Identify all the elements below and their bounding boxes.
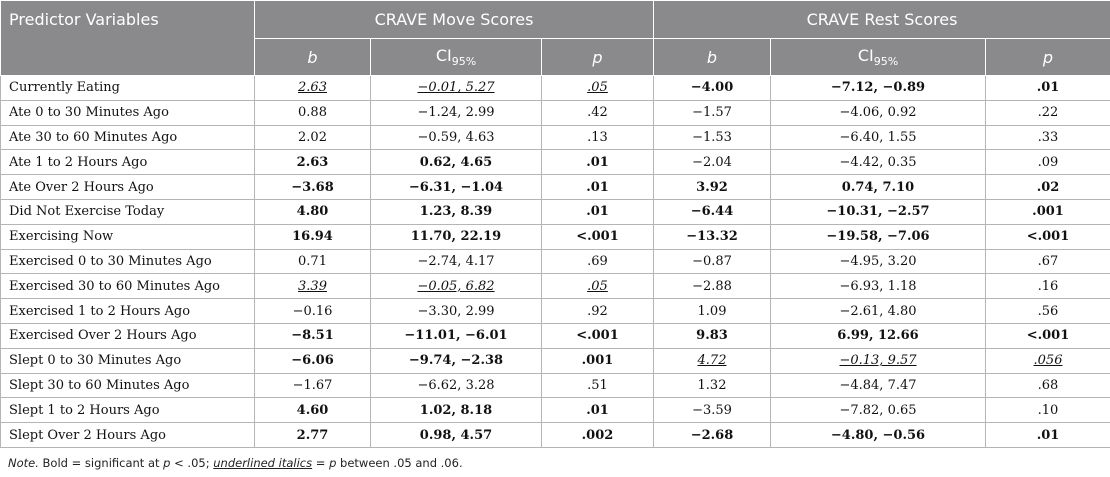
move-ci-cell [371, 274, 542, 299]
rest-ci-cell: −6.40, 1.55 [771, 125, 986, 150]
rest-p-cell: .56 [986, 299, 1110, 324]
rest-b-cell: −4.00 [654, 76, 771, 101]
rest-p-cell: .33 [986, 125, 1110, 150]
table-row [1, 249, 1110, 274]
row-label: Exercising Now [1, 224, 255, 249]
rest-b-cell: −6.44 [654, 199, 771, 224]
rest-p-cell: .001 [986, 199, 1110, 224]
cell-value: 3.39 [298, 278, 327, 294]
move-p-cell [542, 76, 654, 101]
table-row [1, 100, 1110, 125]
rest-ci-cell [771, 348, 986, 373]
row-label: Exercised 30 to 60 Minutes Ago [1, 274, 255, 299]
move-b-cell: −3.68 [255, 175, 371, 200]
rest-p-cell: .01 [986, 76, 1110, 101]
move-b-cell [255, 274, 371, 299]
row-label: Exercised Over 2 Hours Ago [1, 323, 255, 348]
table-row [1, 224, 1110, 249]
rest-b-cell: −2.68 [654, 423, 771, 448]
row-label: Exercised 1 to 2 Hours Ago [1, 299, 255, 324]
move-p-cell: .01 [542, 398, 654, 423]
move-p-cell: <.001 [542, 323, 654, 348]
row-label: Ate 1 to 2 Hours Ago [1, 150, 255, 175]
predictor-header: Predictor Variables [1, 1, 255, 76]
move-b-cell: 2.77 [255, 423, 371, 448]
rest-p-cell: .67 [986, 249, 1110, 274]
table-note [8, 456, 463, 470]
rest-p-cell: <.001 [986, 224, 1110, 249]
move-p-cell: .01 [542, 199, 654, 224]
row-label: Slept 30 to 60 Minutes Ago [1, 373, 255, 398]
rest-b-cell: −1.57 [654, 100, 771, 125]
ci-label: CI [857, 46, 874, 65]
rest-b-cell: 1.09 [654, 299, 771, 324]
rest-ci-cell: −4.84, 7.47 [771, 373, 986, 398]
rest-ci-cell: 0.74, 7.10 [771, 175, 986, 200]
move-ci-cell: 1.23, 8.39 [371, 199, 542, 224]
rest-b-cell: 1.32 [654, 373, 771, 398]
rest-ci-cell: 6.99, 12.66 [771, 323, 986, 348]
table-row [1, 299, 1110, 324]
rest-p-cell: .68 [986, 373, 1110, 398]
move-p-cell: .01 [542, 175, 654, 200]
row-label: Currently Eating [1, 76, 255, 101]
row-label: Slept 1 to 2 Hours Ago [1, 398, 255, 423]
rest-p-cell: .10 [986, 398, 1110, 423]
table-row [1, 125, 1110, 150]
rest-ci-header [771, 39, 986, 76]
cell-value: .05 [587, 278, 608, 294]
rest-b-cell: 3.92 [654, 175, 771, 200]
move-ci-cell: 0.62, 4.65 [371, 150, 542, 175]
rest-b-cell: −3.59 [654, 398, 771, 423]
move-b-cell: 2.63 [255, 150, 371, 175]
cell-value: .056 [1033, 353, 1063, 369]
table-row [1, 274, 1110, 299]
move-b-cell: 4.60 [255, 398, 371, 423]
move-p-cell: .51 [542, 373, 654, 398]
ci-label: CI [435, 46, 452, 65]
rest-scores-header: CRAVE Rest Scores [654, 1, 1110, 39]
move-ci-cell: 1.02, 8.18 [371, 398, 542, 423]
rest-p-cell: .16 [986, 274, 1110, 299]
rest-p-cell: .22 [986, 100, 1110, 125]
row-label: Ate 30 to 60 Minutes Ago [1, 125, 255, 150]
move-ci-header [371, 39, 542, 76]
move-b-cell: 2.02 [255, 125, 371, 150]
row-label: Ate Over 2 Hours Ago [1, 175, 255, 200]
rest-p-cell: .01 [986, 423, 1110, 448]
table-header [1, 1, 1110, 76]
move-p-cell: .69 [542, 249, 654, 274]
move-b-cell: 4.80 [255, 199, 371, 224]
move-ci-cell: −0.59, 4.63 [371, 125, 542, 150]
move-p-cell: .13 [542, 125, 654, 150]
note-p-symbol-2: p [329, 456, 337, 470]
move-p-cell: <.001 [542, 224, 654, 249]
move-p-cell: .01 [542, 150, 654, 175]
rest-ci-cell: −4.95, 3.20 [771, 249, 986, 274]
cell-value: −0.13, 9.57 [839, 353, 917, 369]
rest-ci-cell: −10.31, −2.57 [771, 199, 986, 224]
rest-b-cell: −2.04 [654, 150, 771, 175]
move-p-cell [542, 274, 654, 299]
move-ci-cell [371, 76, 542, 101]
table-row [1, 398, 1110, 423]
rest-p-header: p [986, 39, 1110, 76]
rest-b-cell: −13.32 [654, 224, 771, 249]
table-row [1, 199, 1110, 224]
rest-ci-cell: −4.06, 0.92 [771, 100, 986, 125]
rest-ci-cell: −4.80, −0.56 [771, 423, 986, 448]
note-prefix: Note. [8, 456, 39, 470]
move-ci-cell: 0.98, 4.57 [371, 423, 542, 448]
move-ci-cell: −11.01, −6.01 [371, 323, 542, 348]
rest-ci-cell: −4.42, 0.35 [771, 150, 986, 175]
move-ci-cell: 11.70, 22.19 [371, 224, 542, 249]
move-scores-header: CRAVE Move Scores [255, 1, 654, 39]
row-label: Did Not Exercise Today [1, 199, 255, 224]
cell-value: −0.05, 6.82 [417, 278, 495, 294]
table-row [1, 348, 1110, 373]
table-row [1, 175, 1110, 200]
note-underline-text: underlined italics [213, 456, 313, 470]
move-b-header: b [255, 39, 371, 76]
rest-p-cell: .09 [986, 150, 1110, 175]
rest-ci-cell: −19.58, −7.06 [771, 224, 986, 249]
move-p-cell: .002 [542, 423, 654, 448]
cell-value: .05 [587, 80, 608, 96]
rest-ci-cell: −2.61, 4.80 [771, 299, 986, 324]
table-row [1, 423, 1110, 448]
cell-value: −0.01, 5.27 [417, 80, 495, 96]
move-b-cell: 0.71 [255, 249, 371, 274]
ci-subscript: 95% [451, 55, 477, 68]
move-b-cell [255, 76, 371, 101]
table-row [1, 150, 1110, 175]
ci-subscript: 95% [873, 55, 899, 68]
row-label: Slept Over 2 Hours Ago [1, 423, 255, 448]
rest-b-cell: −0.87 [654, 249, 771, 274]
note-between-rest: between .05 and .06. [336, 456, 463, 470]
move-ci-cell: −3.30, 2.99 [371, 299, 542, 324]
move-b-cell: −0.16 [255, 299, 371, 324]
rest-b-header: b [654, 39, 771, 76]
move-b-cell: −6.06 [255, 348, 371, 373]
table-body [1, 76, 1110, 448]
move-ci-cell: −1.24, 2.99 [371, 100, 542, 125]
move-ci-cell: −2.74, 4.17 [371, 249, 542, 274]
rest-b-cell: 9.83 [654, 323, 771, 348]
move-b-cell: −1.67 [255, 373, 371, 398]
move-p-header: p [542, 39, 654, 76]
move-p-cell: .42 [542, 100, 654, 125]
move-p-cell: .001 [542, 348, 654, 373]
rest-ci-cell: −7.82, 0.65 [771, 398, 986, 423]
note-p-symbol: p [163, 456, 171, 470]
table-row [1, 373, 1110, 398]
table-row [1, 76, 1110, 101]
rest-p-cell: .02 [986, 175, 1110, 200]
note-bold-text: Bold = significant at [38, 456, 164, 470]
move-b-cell: −8.51 [255, 323, 371, 348]
rest-b-cell [654, 348, 771, 373]
move-b-cell: 0.88 [255, 100, 371, 125]
rest-ci-cell: −7.12, −0.89 [771, 76, 986, 101]
row-label: Exercised 0 to 30 Minutes Ago [1, 249, 255, 274]
rest-p-cell [986, 348, 1110, 373]
rest-b-cell: −1.53 [654, 125, 771, 150]
row-label: Slept 0 to 30 Minutes Ago [1, 348, 255, 373]
move-p-cell: .92 [542, 299, 654, 324]
cell-value: 4.72 [697, 353, 727, 369]
note-threshold: < .05; [170, 456, 214, 470]
cell-value: 2.63 [298, 80, 327, 96]
rest-b-cell: −2.88 [654, 274, 771, 299]
move-ci-cell: −6.62, 3.28 [371, 373, 542, 398]
move-b-cell: 16.94 [255, 224, 371, 249]
move-ci-cell: −6.31, −1.04 [371, 175, 542, 200]
row-label: Ate 0 to 30 Minutes Ago [1, 100, 255, 125]
move-ci-cell: −9.74, −2.38 [371, 348, 542, 373]
note-between: = [312, 456, 330, 470]
rest-ci-cell: −6.93, 1.18 [771, 274, 986, 299]
rest-p-cell: <.001 [986, 323, 1110, 348]
table-row [1, 323, 1110, 348]
